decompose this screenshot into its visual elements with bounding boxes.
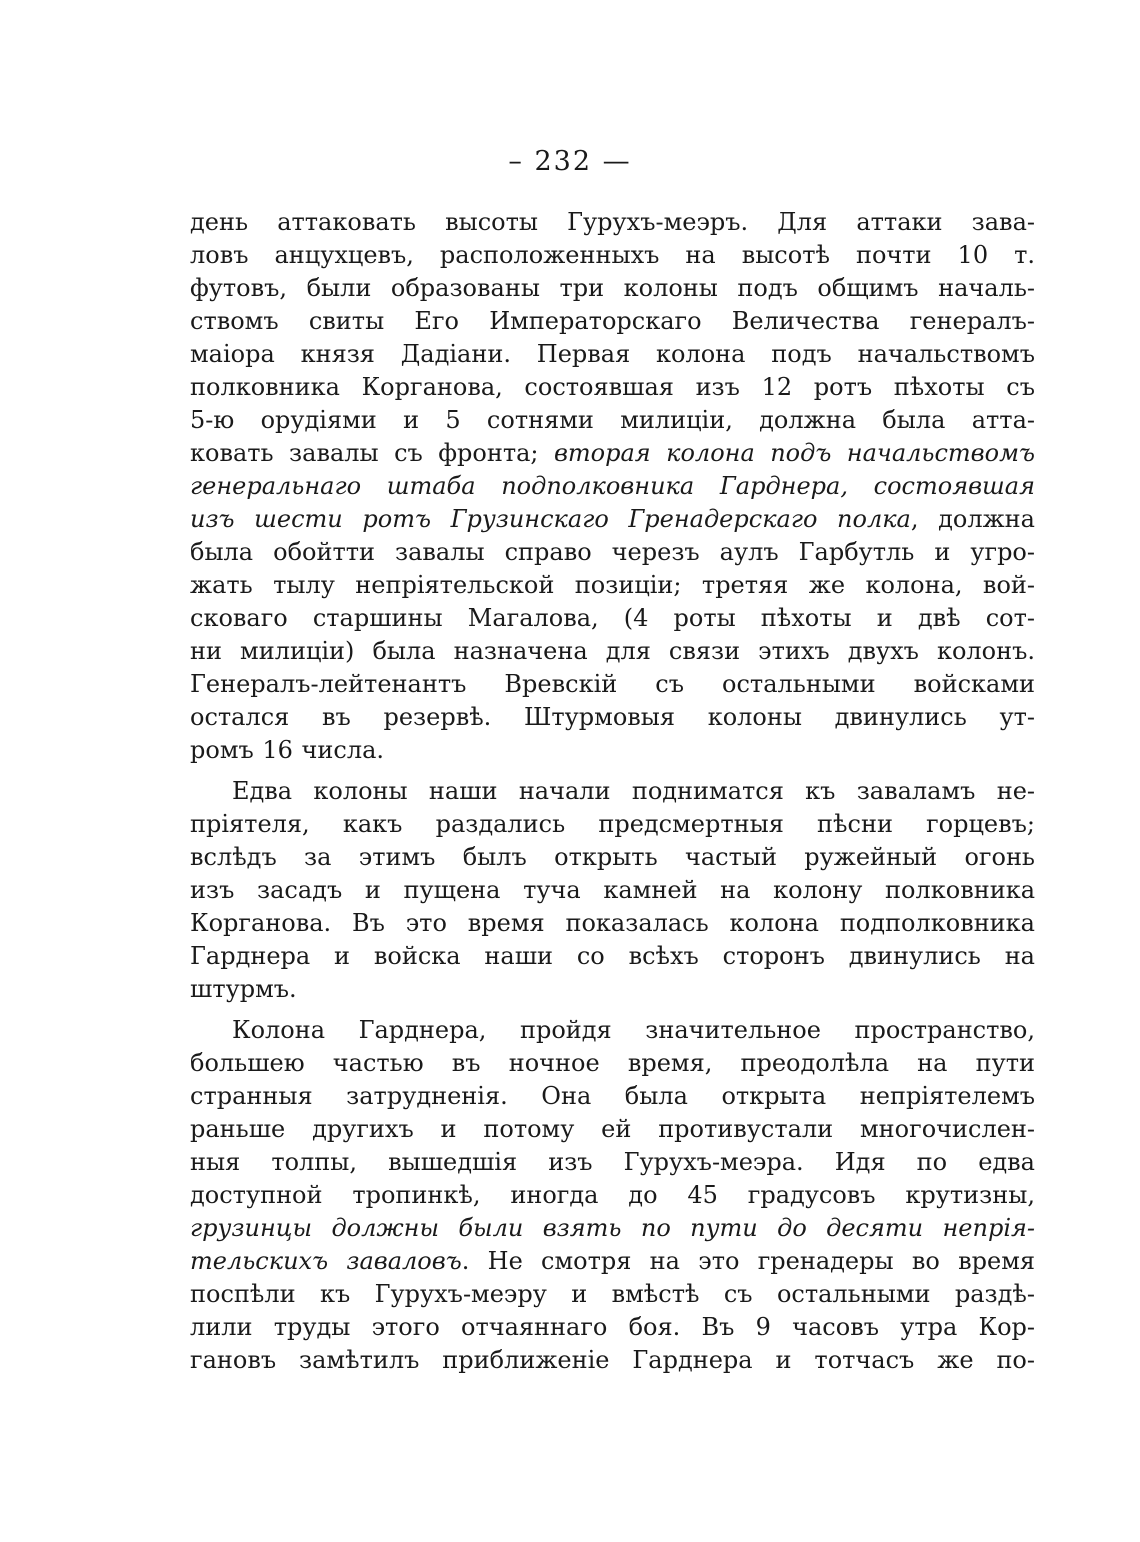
text-line xyxy=(190,503,1035,536)
text-line xyxy=(190,206,1035,239)
text-line xyxy=(190,1344,1035,1377)
text-segment: штурмъ. xyxy=(190,975,297,1003)
text-segment: была обойтти завалы справо черезъ аулъ Гарбутль и угро- xyxy=(190,538,1035,566)
text-line xyxy=(190,701,1035,734)
text-line xyxy=(190,635,1035,668)
text-segment: Едва колоны наши начали подниматся къ заваламъ не- xyxy=(232,777,1035,805)
text-line xyxy=(190,437,1035,470)
text-line xyxy=(190,1245,1035,1278)
text-line xyxy=(190,808,1035,841)
text-line xyxy=(190,371,1035,404)
italic-text-segment: тельскихъ заваловъ xyxy=(190,1247,462,1275)
text-segment: . Не смотря на это гренадеры во время xyxy=(461,1247,1035,1275)
text-line xyxy=(190,668,1035,701)
text-segment: Колона Гарднера, пройдя значительное пространство, xyxy=(232,1016,1035,1044)
text-segment: доступной тропинкѣ, иногда до 45 градусовъ крутизны, xyxy=(190,1181,1035,1209)
text-segment: Гарднера и войска наши со всѣхъ сторонъ двинулись на xyxy=(190,942,1035,970)
text-line xyxy=(190,272,1035,305)
text-line xyxy=(190,1212,1035,1245)
text-line xyxy=(190,874,1035,907)
text-segment: Корганова. Въ это время показалась колона подполковника xyxy=(190,909,1035,937)
text-segment: футовъ, были образованы три колоны подъ общимъ началь- xyxy=(190,274,1035,302)
text-segment: изъ засадъ и пущена туча камней на колону полковника xyxy=(190,876,1035,904)
paragraph xyxy=(190,775,1035,1006)
text-line xyxy=(190,841,1035,874)
text-line xyxy=(190,536,1035,569)
text-segment: 5-ю орудiями и 5 сотнями милицiи, должна была атта- xyxy=(190,406,1035,434)
text-line xyxy=(190,569,1035,602)
text-segment: ловъ анцухцевъ, расположенныхъ на высотѣ почти 10 т. xyxy=(190,241,1035,269)
text-segment: Генералъ-лейтенантъ Вревскiй съ остальными войсками xyxy=(190,670,1035,698)
body-text xyxy=(190,206,1035,1385)
italic-text-segment: генеральнаго штаба подполковника Гарднера, состоявшая xyxy=(190,472,1035,500)
text-segment: прiятеля, какъ раздались предсмертныя пѣсни горцевъ; xyxy=(190,810,1035,838)
text-segment: день аттаковать высоты Гурухъ-меэръ. Для аттаки зава- xyxy=(190,208,1035,236)
text-line xyxy=(190,940,1035,973)
text-line xyxy=(190,305,1035,338)
page-number: – 232 — xyxy=(508,146,632,177)
text-segment: гановъ замѣтилъ приближенiе Гарднера и тотчасъ же по- xyxy=(190,1346,1035,1374)
text-segment: ковать завалы съ фронта; xyxy=(190,439,554,467)
text-segment: ромъ 16 числа. xyxy=(190,736,385,764)
text-line xyxy=(190,470,1035,503)
text-line xyxy=(190,239,1035,272)
text-line xyxy=(190,1047,1035,1080)
text-line xyxy=(190,907,1035,940)
italic-text-segment: изъ шести ротъ Грузинскаго Гренадерскаго полка xyxy=(190,505,911,533)
text-segment: ни милицiи) была назначена для связи этихъ двухъ колонъ. xyxy=(190,637,1035,665)
text-line xyxy=(190,973,1035,1006)
text-line xyxy=(190,1113,1035,1146)
text-segment: большею частью въ ночное время, преодолѣла на пути xyxy=(190,1049,1035,1077)
paragraph xyxy=(190,1014,1035,1377)
text-segment: раньше другихъ и потому ей противустали многочислен- xyxy=(190,1115,1035,1143)
text-line xyxy=(190,734,1035,767)
text-line xyxy=(190,1179,1035,1212)
italic-text-segment: грузинцы должны были взять по пути до десяти непрiя- xyxy=(190,1214,1035,1242)
text-line xyxy=(190,1146,1035,1179)
text-segment: остался въ резервѣ. Штурмовыя колоны двинулись ут- xyxy=(190,703,1035,731)
text-line xyxy=(190,338,1035,371)
text-line xyxy=(190,602,1035,635)
italic-text-segment: вторая колона подъ начальствомъ xyxy=(553,439,1035,467)
text-segment: лили труды этого отчаяннаго боя. Въ 9 часовъ утра Кор- xyxy=(190,1313,1035,1341)
paragraph xyxy=(190,206,1035,767)
text-segment: поспѣли къ Гурухъ-меэру и вмѣстѣ съ остальными раздѣ- xyxy=(190,1280,1035,1308)
text-line xyxy=(190,1080,1035,1113)
text-line xyxy=(190,404,1035,437)
text-segment: , должна xyxy=(910,505,1035,533)
text-line xyxy=(190,1311,1035,1344)
text-segment: жать тылу непрiятельской позицiи; третяя же колона, вой- xyxy=(190,571,1035,599)
text-segment: маiора князя Дадiани. Первая колона подъ начальствомъ xyxy=(190,340,1035,368)
text-segment: полковника Корганова, состоявшая изъ 12 ротъ пѣхоты съ xyxy=(190,373,1035,401)
text-segment: вслѣдъ за этимъ былъ открыть частый ружейный огонь xyxy=(190,843,1035,871)
text-segment: ствомъ свиты Его Императорскаго Величества генералъ- xyxy=(190,307,1035,335)
text-line xyxy=(190,775,1035,808)
text-segment: странныя затрудненiя. Она была открыта непрiятелемъ xyxy=(190,1082,1035,1110)
text-line xyxy=(190,1278,1035,1311)
text-segment: сковаго старшины Магалова, (4 роты пѣхоты и двѣ сот- xyxy=(190,604,1035,632)
text-segment: ныя толпы, вышедшiя изъ Гурухъ-меэра. Идя по едва xyxy=(190,1148,1035,1176)
text-line xyxy=(190,1014,1035,1047)
